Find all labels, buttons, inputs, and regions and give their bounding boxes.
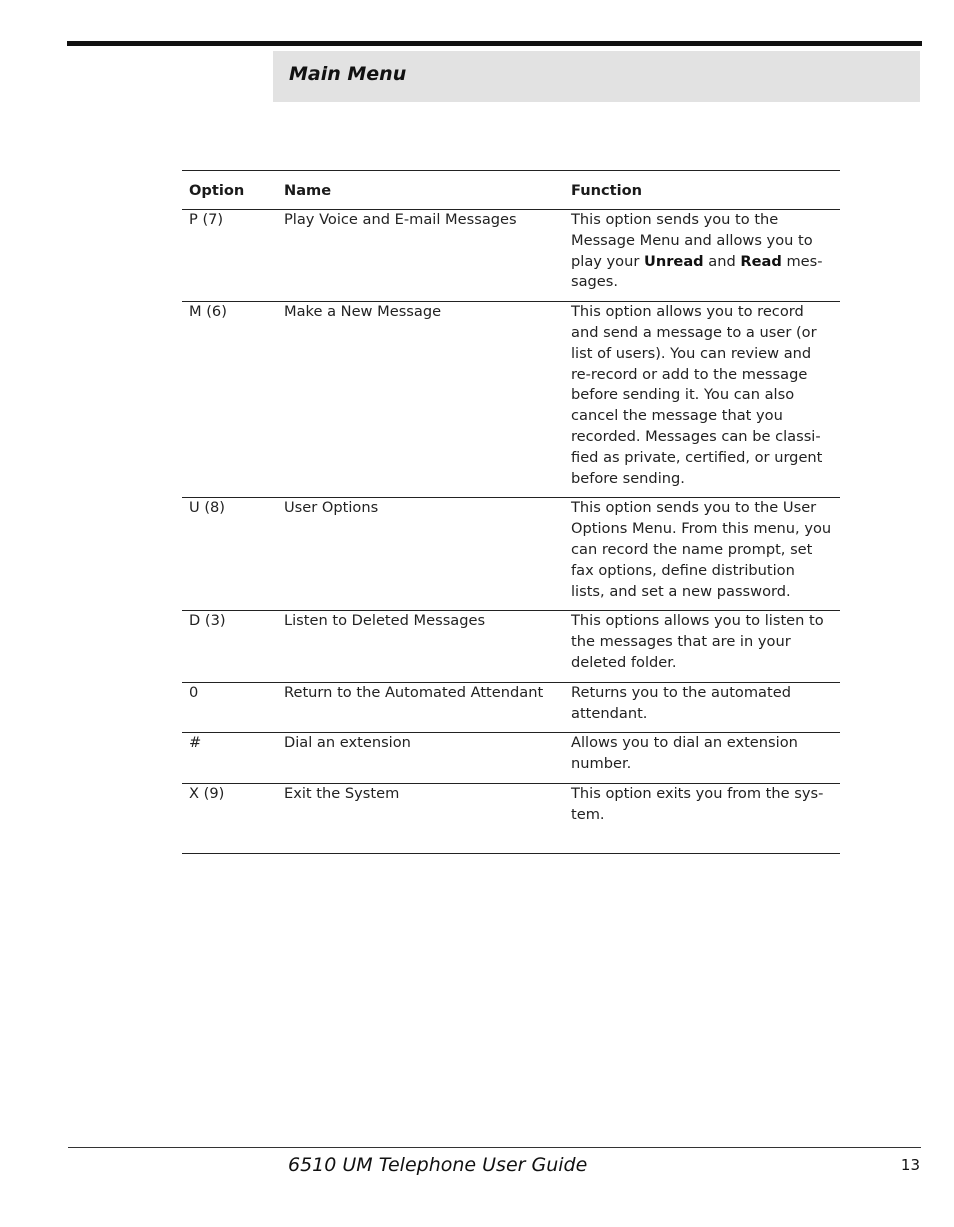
main-menu-table <box>182 170 840 854</box>
name-cell: Play Voice and E-mail Messages <box>277 210 569 302</box>
function-text: This option sends you to the Message Menu and allows you to play your <box>571 211 813 270</box>
footer-rule <box>68 1147 921 1148</box>
table-row <box>182 302 840 498</box>
name-cell: Make a New Message <box>277 302 569 498</box>
function-cell: This option allows you to record and send a message to a user (or list of users). You can review and re-record or add to the message before sending it. You can also cancel the message that you recorded. Messages can be classified as private, certified, or urgent before sending. <box>569 302 840 498</box>
unread-term: Unread <box>644 252 704 270</box>
function-cell: This option exits you from the system. <box>571 784 824 823</box>
column-header-function: Function <box>569 171 840 210</box>
option-cell: D (3) <box>182 611 277 682</box>
top-rule <box>67 41 922 46</box>
table-row <box>182 682 840 733</box>
table-row <box>182 733 840 784</box>
options-table <box>182 171 840 834</box>
name-cell: User Options <box>277 498 569 611</box>
name-cell: Exit the System <box>284 784 400 802</box>
option-cell: # <box>182 733 277 784</box>
option-cell: U (8) <box>182 498 277 611</box>
name-cell: Dial an extension <box>277 733 569 784</box>
function-text: messages. <box>571 252 823 291</box>
function-text: and <box>703 252 741 270</box>
name-cell: Listen to Deleted Messages <box>277 611 569 682</box>
table-row <box>182 498 840 611</box>
table-row <box>182 210 840 302</box>
function-cell: This option sends you to the User Options Menu. From this menu, you can record the name prompt, set fax options, define distribution lists, and set a new password. <box>569 498 840 611</box>
section-title: Main Menu <box>289 63 407 85</box>
option-cell: M (6) <box>182 302 277 498</box>
table-header-row <box>182 171 840 210</box>
function-cell <box>569 210 840 302</box>
option-cell: X (9) <box>189 784 225 802</box>
table-row <box>182 611 840 682</box>
option-cell: 0 <box>182 682 277 733</box>
footer-guide-title: 6510 UM Telephone User Guide <box>288 1154 588 1176</box>
option-cell: P (7) <box>182 210 277 302</box>
name-cell: Return to the Automated Attendant <box>277 682 569 733</box>
page-number: 13 <box>900 1156 920 1174</box>
column-header-name: Name <box>277 171 569 210</box>
column-header-option: Option <box>182 171 277 210</box>
table-row <box>182 783 840 833</box>
function-cell: Allows you to dial an extension number. <box>569 733 840 784</box>
function-cell: This options allows you to listen to the messages that are in your deleted folder. <box>569 611 840 682</box>
function-cell: Returns you to the automated attendant. <box>569 682 840 733</box>
section-banner <box>273 51 920 102</box>
read-term: Read <box>740 252 782 270</box>
